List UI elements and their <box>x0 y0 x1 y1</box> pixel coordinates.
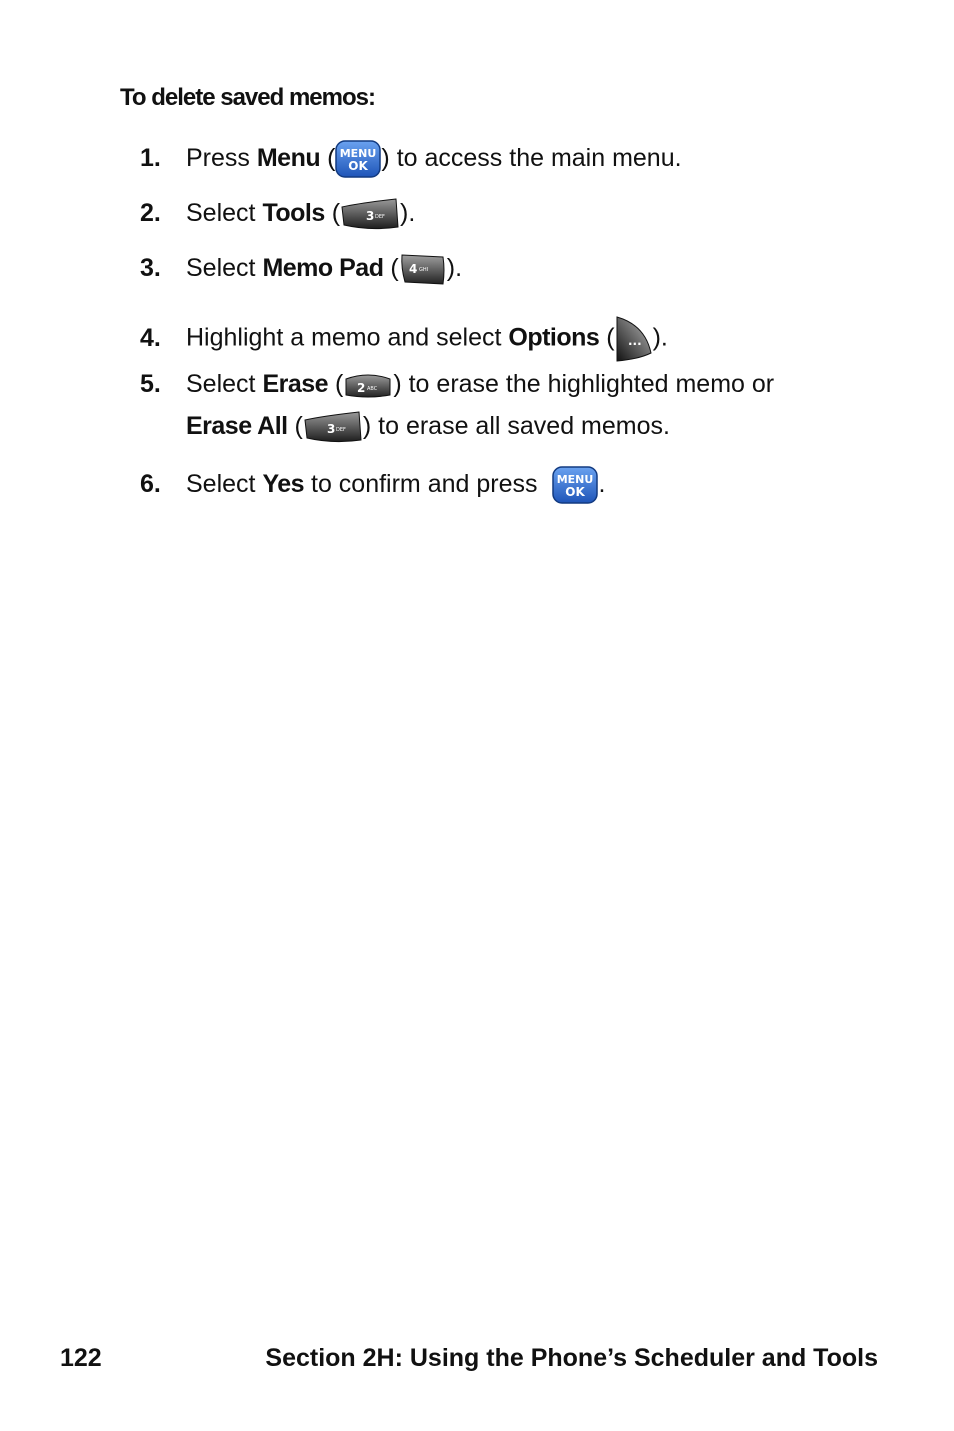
step-number: 1. <box>140 144 161 172</box>
options-term: Options <box>508 323 600 352</box>
tools-term: Tools <box>262 199 325 227</box>
svg-text:3: 3 <box>366 209 375 224</box>
page-number: 122 <box>60 1344 102 1372</box>
step-number: 6. <box>140 470 161 498</box>
erase-term: Erase <box>262 370 329 398</box>
step-2: 2. Select Tools ( 3 DEF ). <box>140 192 415 234</box>
step-5: 5. Select Erase ( 2 ABC ) to erase the highlighted memo or Erase All ( 3 DEF ) to erase all saved memos. <box>140 363 774 447</box>
svg-text:OK: OK <box>348 159 369 174</box>
svg-text:DEF: DEF <box>335 427 346 434</box>
instructions-heading: To delete saved memos: <box>120 84 375 111</box>
memo-pad-term: Memo Pad <box>262 254 384 282</box>
svg-text:OK: OK <box>565 485 586 500</box>
svg-text:ABC: ABC <box>367 386 378 393</box>
step-number: 5. <box>140 370 161 398</box>
svg-text:MENU: MENU <box>557 473 594 487</box>
step-1: 1. Press Menu ( MENU OK ) to access the main menu. <box>140 137 682 179</box>
yes-term: Yes <box>262 470 305 498</box>
step-number: 3. <box>140 254 161 282</box>
menu-term: Menu <box>256 144 321 172</box>
svg-text:3: 3 <box>326 422 336 437</box>
svg-text:2: 2 <box>357 381 366 396</box>
svg-text:DEF: DEF <box>375 214 385 221</box>
section-title: Section 2H: Using the Phone’s Scheduler and Tools <box>265 1344 878 1372</box>
menu-ok-key-icon <box>335 140 381 178</box>
step-6: 6. Select Yes to confirm and press MENU OK . <box>140 463 605 505</box>
svg-text:4: 4 <box>408 262 418 277</box>
options-softkey-icon <box>615 315 653 363</box>
step-5-line-2: Erase All ( 3 DEF ) to erase all saved memos. <box>140 405 774 447</box>
step-3: 3. Select Memo Pad ( 4 GHI ). <box>140 247 462 289</box>
3-def-key-icon <box>340 197 400 231</box>
step-number: 2. <box>140 199 161 227</box>
2-abc-key-icon <box>343 371 393 399</box>
4-ghi-key-icon <box>399 252 447 286</box>
erase-all-term: Erase All <box>186 412 288 440</box>
3-def-key-icon <box>303 410 363 444</box>
step-4: 4. Highlight a memo and select Options ( ... ). <box>140 315 668 363</box>
menu-ok-key-icon <box>552 466 598 504</box>
svg-text:GHI: GHI <box>418 267 428 274</box>
step-number: 4. <box>140 323 161 352</box>
svg-text:MENU: MENU <box>340 147 377 161</box>
svg-text:...: ... <box>627 334 642 348</box>
